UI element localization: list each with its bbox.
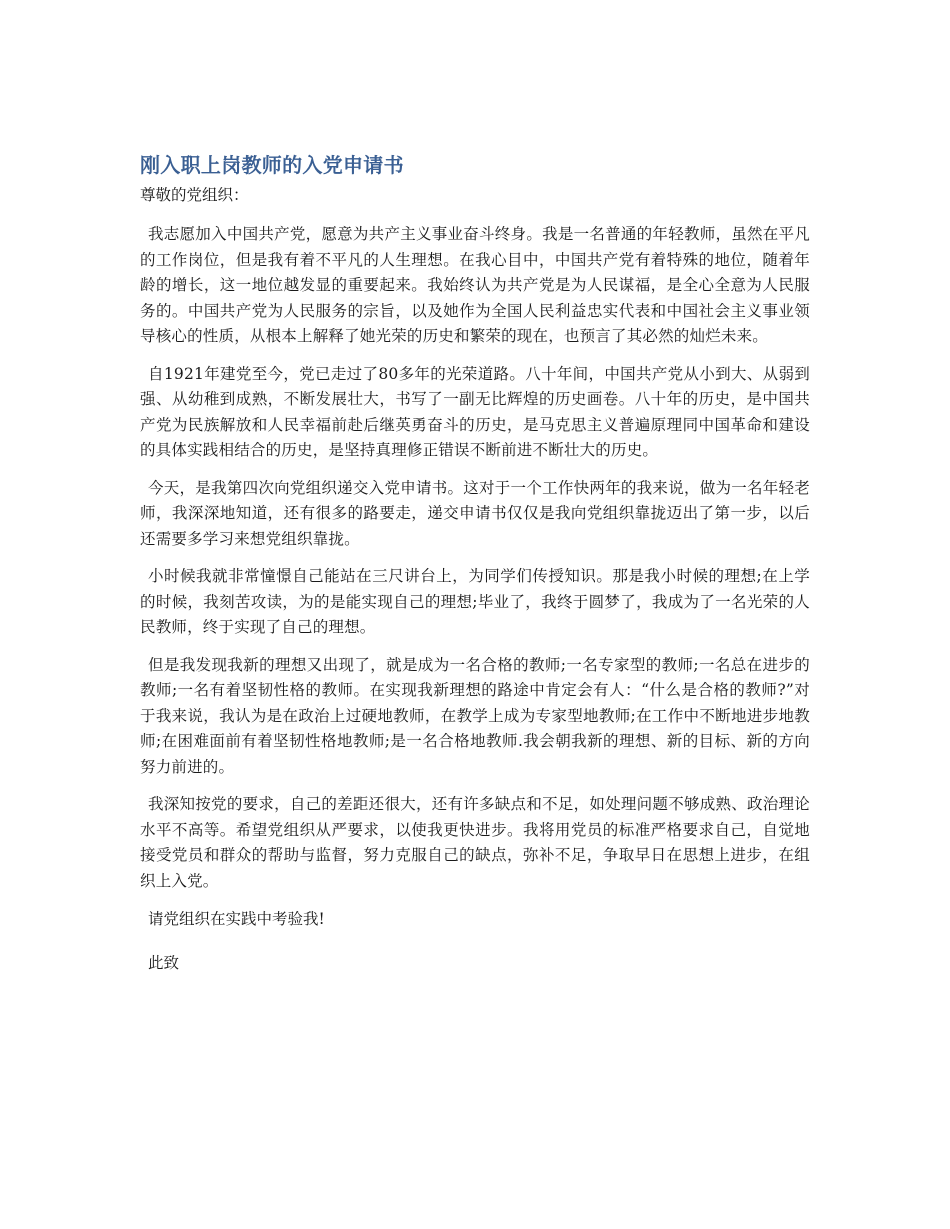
document-page — [140, 148, 810, 994]
paragraph: 今天，是我第四次向党组织递交入党申请书。这对于一个工作快两年的我来说，做为一名年轻老师，我深深地知道，还有很多的路要走，递交申请书仅仅是我向党组织靠拢迈出了第一步，以后还需要多学习来想党组织靠拢。 — [140, 478, 810, 548]
paragraph: 我深知按党的要求，自己的差距还很大，还有许多缺点和不足，如处理问题不够成熟、政治理论水平不高等。希望党组织从严要求，以使我更快进步。我将用党员的标准严格要求自己，自觉地接受党员和群众的帮助与监督，努力克服自己的缺点，弥补不足，争取早日在思想上进步，在组织上入党。 — [140, 795, 810, 890]
paragraph: 小时候我就非常憧憬自己能站在三尺讲台上，为同学们传授知识。那是我小时候的理想;在上学的时候，我刻苦攻读，为的是能实现自己的理想;毕业了，我终于圆梦了，我成为了一名光荣的人民教师，终于实现了自己的理想。 — [140, 567, 810, 636]
paragraph: 但是我发现我新的理想又出现了，就是成为一名合格的教师;一名专家型的教师;一名总在进步的教师;一名有着坚韧性格的教师。在实现我新理想的路途中肯定会有人：“什么是合格的教师?”对于我来说，我认为是在政治上过硬地教师，在教学上成为专家型地教师;在工作中不断地进步地教师;在困难面前有着坚韧性格地教师;是一名合格地教师.我会朝我新的理想、新的目标、新的方向努力前进的。 — [140, 655, 810, 776]
paragraph: 自1921年建党至今，党已走过了80多年的光荣道路。八十年间，中国共产党从小到大、从弱到强、从幼稚到成熟，不断发展壮大，书写了一副无比辉煌的历史画卷。八十年的历史，是中国共产党为民族解放和人民幸福前赴后继英勇奋斗的历史，是马克思主义普遍原理同中国革命和建设的具体实践相结合的历史，是坚持真理修正错误不断前进不断壮大的历史。 — [140, 364, 810, 459]
document-title: 刚入职上岗教师的入党申请书 — [140, 153, 404, 177]
paragraph: 我志愿加入中国共产党，愿意为共产主义事业奋斗终身。我是一名普通的年轻教师，虽然在平凡的工作岗位，但是我有着不平凡的人生理想。在我心目中，中国共产党有着特殊的地位，随着年龄的增长，这一地位越发显的重要起来。我始终认为共产党是为人民谋福，是全心全意为人民服务的。中国共产党为人民服务的宗旨，以及她作为全国人民利益忠实代表和中国社会主义事业领导核心的性质，从根本上解释了她光荣的历史和繁荣的现在，也预言了其必然的灿烂未来。 — [140, 225, 810, 345]
closing-salute: 此致 — [148, 954, 180, 972]
salutation: 尊敬的党组织： — [140, 186, 249, 204]
closing-request: 请党组织在实践中考验我! — [148, 910, 325, 928]
